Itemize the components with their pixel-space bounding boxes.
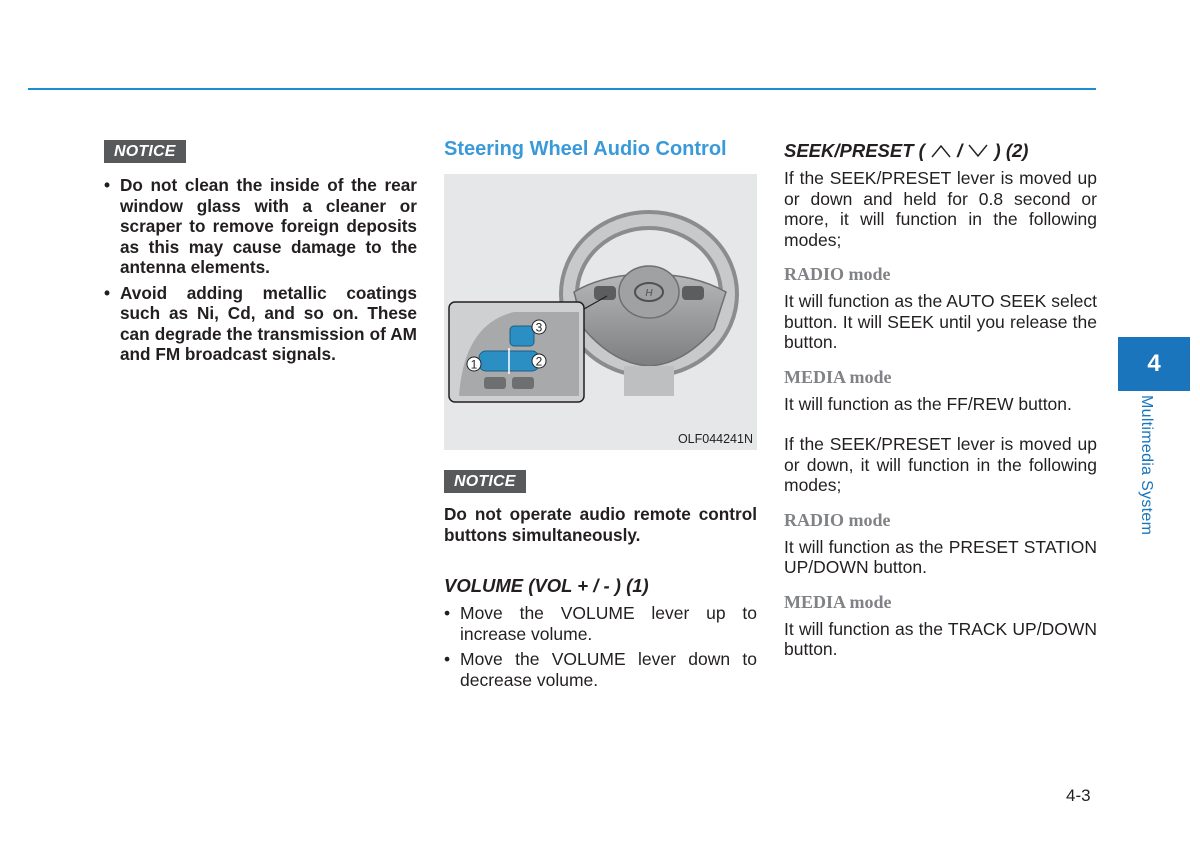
media-mode-text: It will function as the FF/REW button. — [784, 393, 1072, 414]
press-intro: If the SEEK/PRESET lever is moved up or down, it will function in the following modes; — [784, 434, 1097, 495]
chevron-down-icon — [967, 143, 989, 159]
steering-wheel-figure — [444, 174, 757, 450]
radio-mode-label: RADIO mode — [784, 264, 891, 284]
notice-block — [444, 470, 757, 545]
right-column — [784, 140, 1097, 660]
callout-3: 3 — [535, 320, 543, 335]
seek-lever — [510, 326, 534, 346]
steering-wheel-illustration — [444, 174, 757, 450]
volume-list — [444, 603, 757, 690]
notice-text: Do not operate audio remote control buttons simultaneously. — [444, 504, 757, 545]
notice-list — [104, 175, 417, 365]
left-column — [104, 140, 417, 370]
media-mode-text: It will function as the TRACK UP/DOWN button. — [784, 618, 1097, 659]
list-item: • Move the VOLUME lever up to increase volume. — [444, 603, 757, 644]
seek-heading — [784, 140, 1097, 162]
notice-badge: NOTICE — [104, 140, 186, 163]
svg-text:H: H — [645, 288, 653, 299]
radio-mode-text: It will function as the PRESET STATION UP/DOWN button. — [784, 536, 1097, 577]
radio-mode-label: RADIO mode — [784, 509, 891, 530]
list-item: • Avoid adding metallic coatings such as Ni, Cd, and so on. These can degrade the transmission of AM and FM broadcast signals. — [104, 283, 417, 365]
figure-code: OLF044241N — [677, 432, 753, 446]
media-mode-label: MEDIA mode — [784, 591, 892, 612]
radio-mode-text: It will function as the AUTO SEEK select button. It will SEEK until you release the button. — [784, 291, 1097, 352]
chapter-name: Multimedia System — [1138, 395, 1155, 536]
chapter-number-tab: 4 — [1118, 337, 1190, 391]
page-number: 4-3 — [1066, 786, 1091, 805]
notice-badge: NOTICE — [444, 470, 526, 493]
list-item: • Move the VOLUME lever down to decrease volume. — [444, 649, 757, 690]
section-title: Steering Wheel Audio Control — [444, 138, 727, 160]
media-mode-label: MEDIA mode — [784, 366, 892, 387]
seek-heading-suffix: ) (2) — [994, 140, 1029, 161]
middle-column — [444, 138, 757, 695]
seek-heading-prefix: SEEK/PRESET ( — [784, 140, 925, 161]
header-rule — [28, 88, 1096, 90]
seek-heading-sep: / — [957, 140, 963, 161]
list-item: • Do not clean the inside of the rear window glass with a cleaner or scraper to remove foreign deposits as this may cause damage to the antenna elements. — [104, 175, 417, 278]
chevron-up-icon — [930, 143, 952, 159]
volume-heading: VOLUME (VOL + / - ) (1) — [444, 575, 649, 596]
callout-1: 1 — [470, 357, 478, 372]
hold-intro: If the SEEK/PRESET lever is moved up or down and held for 0.8 second or more, it will function in the following modes; — [784, 168, 1097, 250]
callout-2: 2 — [535, 354, 543, 369]
